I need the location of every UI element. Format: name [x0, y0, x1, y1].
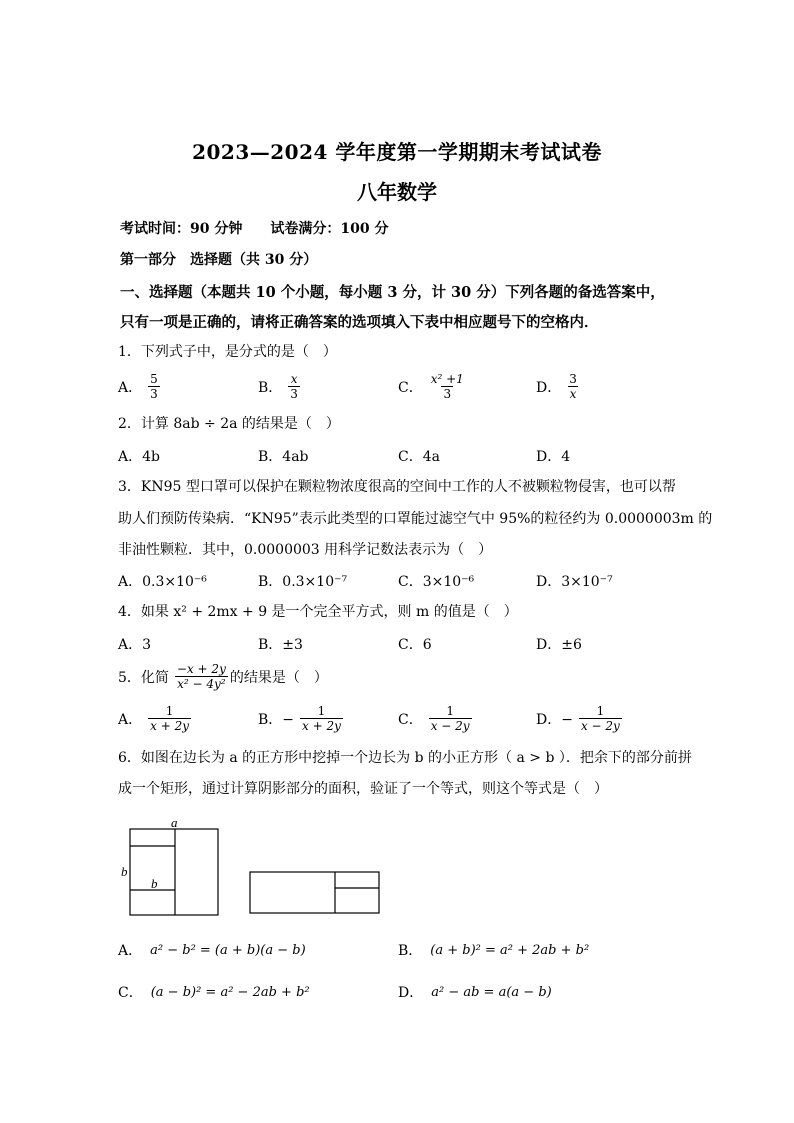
q4-option-c[interactable]: C．6 [398, 637, 432, 653]
q4-option-a[interactable]: A．3 [118, 637, 152, 653]
q6-b-label: B． [398, 943, 423, 959]
q5-option-d[interactable] [536, 704, 622, 733]
q3-option-a[interactable]: A．0.3×10⁻⁶ [118, 574, 207, 590]
q5-b-numerator: 1 [317, 704, 326, 718]
q1-d-label: D． [536, 379, 562, 396]
q5-d-label: D．− [536, 711, 573, 728]
q6-d-equation: a² − ab = a(a − b) [431, 984, 552, 1000]
q1-b-fraction [288, 372, 300, 401]
exam-subtitle: 八年数学 [357, 180, 437, 204]
q2-option-d[interactable]: D．4 [536, 449, 571, 465]
q6-label-b-inner: b [151, 876, 158, 891]
exam-info: 考试时间：90 分钟 试卷满分：100 分 [120, 221, 389, 237]
q1-stem: 1．下列式子中，是分式的是（ ） [118, 344, 337, 360]
q6-d-label: D． [398, 985, 424, 1001]
q1-a-label: A． [118, 379, 143, 396]
q1-c-numerator: x² +1 [430, 372, 464, 386]
q5-a-fraction [148, 704, 191, 733]
section-heading: 第一部分 选择题（共 30 分） [120, 252, 318, 268]
q5-d-denominator: x − 2y [580, 719, 620, 733]
q5-b-denominator: x + 2y [302, 719, 341, 733]
q5-option-a[interactable] [118, 704, 191, 733]
q4-option-d[interactable]: D．±6 [536, 637, 582, 653]
q1-option-d[interactable] [536, 372, 579, 401]
q6-option-d[interactable] [398, 982, 552, 1002]
q4-option-b[interactable]: B．±3 [258, 637, 303, 653]
q1-option-b[interactable] [258, 372, 300, 401]
q5-c-denominator: x − 2y [430, 719, 470, 733]
q2-option-b[interactable]: B．4ab [258, 449, 309, 465]
q5-stem-denominator: x² − 4y² [177, 677, 226, 691]
q1-d-fraction [567, 372, 579, 401]
q1-d-numerator: 3 [569, 372, 577, 386]
q5-a-numerator: 1 [165, 704, 174, 718]
q1-option-a[interactable] [118, 372, 160, 401]
q3-option-b[interactable]: B．0.3×10⁻⁷ [258, 574, 348, 590]
instructions-line-1: 一、选择题（本题共 10 个小题，每小题 3 分，计 30 分）下列各题的备选答案中， [120, 284, 665, 301]
q3-option-d[interactable]: D．3×10⁻⁷ [536, 574, 613, 590]
q6-a-equation: a² − b² = (a + b)(a − b) [150, 942, 306, 958]
q5-a-denominator: x + 2y [150, 719, 189, 733]
q6-c-equation: (a − b)² = a² − 2ab + b² [150, 984, 310, 1000]
q5-a-label: A． [118, 711, 143, 728]
q3-stem-line-1: 3．KN95 型口罩可以保护在颗粒物浓度很高的空间中工作的人不被颗粒物侵害，也可以帮 [118, 479, 676, 495]
q6-a-label: A． [118, 943, 143, 959]
q6-option-c[interactable] [118, 982, 310, 1002]
q1-a-fraction [148, 372, 160, 401]
q1-b-label: B． [258, 379, 283, 396]
q3-stem-line-2: 助人们预防传染病．“KN95”表示此类型的口罩能过滤空气中 95%的粒径约为 0.0000003m 的 [118, 511, 713, 527]
q1-option-c[interactable] [398, 372, 466, 401]
q6-stem-line-1: 6．如图在边长为 a 的正方形中挖掉一个边长为 b 的小正方形（ a > b ）．把余下的部分前拼 [118, 750, 692, 766]
q1-c-fraction [429, 372, 466, 401]
q5-stem [118, 662, 328, 691]
q2-option-c[interactable]: C．4a [398, 449, 440, 465]
q2-stem: 2．计算 8ab ÷ 2a 的结果是（ ） [118, 416, 340, 432]
q5-stem-post: 的结果是（ ） [229, 669, 328, 686]
q5-stem-pre: 5．化简 [118, 669, 169, 686]
q5-c-fraction [429, 704, 472, 733]
q5-b-label: B．− [258, 711, 295, 728]
q5-b-fraction [300, 704, 343, 733]
q5-option-c[interactable] [398, 704, 472, 733]
q5-d-fraction [579, 704, 622, 733]
q5-option-b[interactable] [258, 704, 343, 733]
q1-b-denominator: 3 [290, 387, 298, 401]
q4-stem: 4．如果 x² + 2mx + 9 是一个完全平方式，则 m 的值是（ ） [118, 604, 518, 620]
q6-option-a[interactable] [118, 940, 306, 960]
q3-stem-line-3: 非油性颗粒．其中，0.0000003 用科学记数法表示为（ ） [118, 542, 493, 558]
q1-a-denominator: 3 [150, 387, 158, 401]
q6-label-a: a [171, 815, 178, 830]
q6-option-b[interactable] [398, 940, 589, 960]
q5-stem-numerator: −x + 2y [176, 662, 226, 676]
q6-c-label: C． [118, 985, 143, 1001]
q6-large-square [130, 829, 218, 915]
q5-stem-fraction [175, 662, 228, 691]
exam-title: 2023—2024 学年度第一学期期末考试试卷 [192, 140, 602, 164]
q6-stem-line-2: 成一个矩形，通过计算阴影部分的面积，验证了一个等式，则这个等式是（ ） [118, 781, 608, 797]
q1-c-label: C． [398, 379, 423, 396]
instructions-line-2: 只有一项是正确的，请将正确答案的选项填入下表中相应题号下的空格内． [120, 314, 599, 331]
q5-c-numerator: 1 [446, 704, 454, 718]
q6-figure [110, 812, 390, 922]
q2-option-a[interactable]: A．4b [118, 449, 160, 465]
q1-b-numerator: x [290, 372, 298, 386]
q1-d-denominator: x [569, 387, 577, 401]
q6-b-equation: (a + b)² = a² + 2ab + b² [430, 942, 590, 958]
q3-option-c[interactable]: C．3×10⁻⁶ [398, 574, 475, 590]
q1-c-denominator: 3 [443, 387, 452, 401]
q1-a-numerator: 5 [150, 372, 158, 386]
q6-rectangle [250, 872, 379, 913]
q5-c-label: C． [398, 711, 423, 728]
q5-d-numerator: 1 [596, 704, 605, 718]
q6-label-b-side: b [121, 864, 128, 879]
